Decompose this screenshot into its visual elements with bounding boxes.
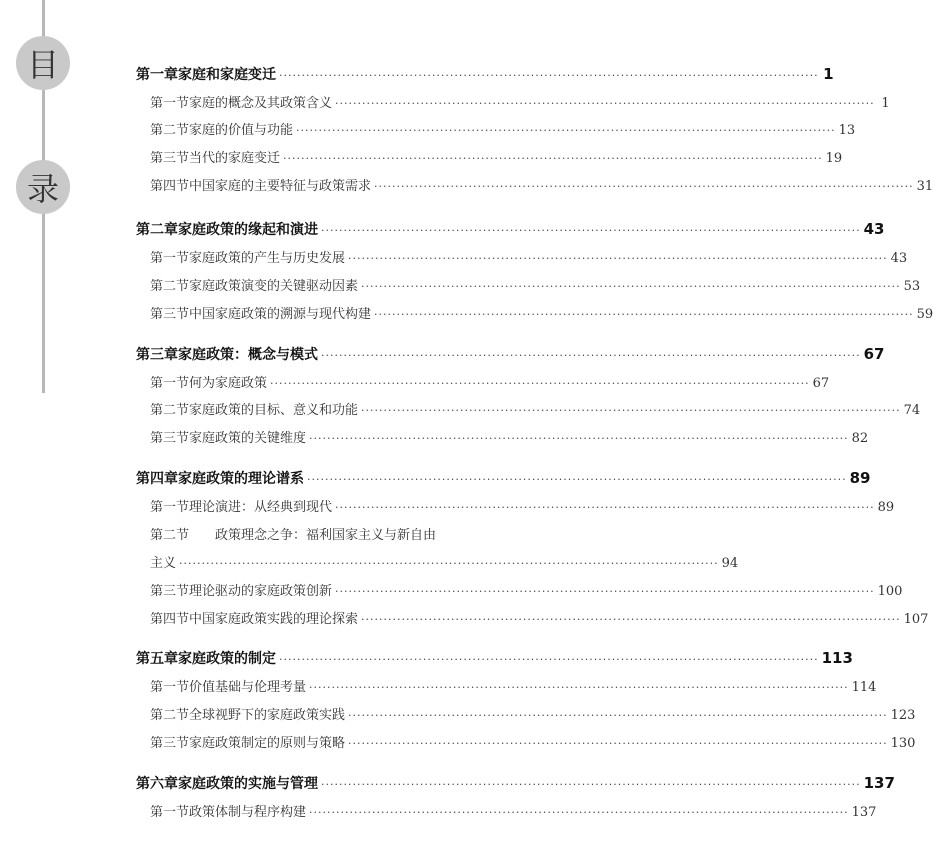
- toc-entry-number: 第二节: [150, 708, 190, 723]
- dot-leader: ························································································································: [348, 737, 888, 750]
- toc-entry-page-number: 130: [890, 736, 916, 751]
- dot-leader: ························································································································: [321, 778, 861, 791]
- dot-leader: ························································································································: [361, 280, 901, 293]
- toc-entry-number: 第四章: [136, 471, 178, 487]
- toc-section-entry[interactable]: [136, 175, 933, 197]
- toc-section-entry[interactable]: [136, 372, 830, 394]
- toc-entry-number: 第三节: [150, 584, 190, 599]
- toc-entry-title: 主义: [150, 556, 177, 571]
- toc-entry-page-number: 67: [812, 376, 830, 391]
- toc-entry-page-number: 82: [851, 431, 869, 446]
- toc-entry-number: 第一节: [150, 805, 190, 820]
- toc-section-entry[interactable]: [136, 524, 546, 546]
- toc-entry-number: 第二节: [150, 279, 190, 294]
- toc-entry-page-number: 137: [851, 805, 877, 820]
- heading-char-lu: 录: [16, 160, 70, 214]
- toc-entry-number: 第一节: [150, 500, 190, 515]
- toc-entry-title: 家庭政策制定的原则与策略: [189, 736, 346, 751]
- dot-leader: ························································································································: [374, 308, 914, 321]
- dot-leader: ························································································································: [307, 473, 847, 486]
- dot-leader: ························································································································: [335, 585, 875, 598]
- toc-entry-title: 理论驱动的家庭政策创新: [189, 584, 333, 599]
- toc-chapter-entry[interactable]: [136, 773, 895, 795]
- toc-entry-title: 家庭和家庭变迁: [178, 67, 276, 83]
- toc-entry-title: 家庭政策的产生与历史发展: [189, 251, 346, 266]
- toc-section-entry[interactable]: [136, 732, 916, 754]
- toc-entry-page-number: 13: [838, 123, 856, 138]
- toc-entry-title: 政策理念之争：福利国家主义与新自由: [215, 528, 437, 543]
- dot-leader: ························································································································: [361, 404, 901, 417]
- toc-entry-page-number: 137: [863, 774, 895, 792]
- heading-char-mu: 目: [16, 36, 70, 90]
- toc-entry-title: 中国家庭政策的溯源与现代构建: [189, 307, 372, 322]
- toc-entry-number: 第四节: [150, 612, 190, 627]
- toc-entry-number: 第二章: [136, 222, 178, 238]
- toc-entry-page-number: 89: [849, 469, 871, 487]
- toc-entry-page-number: 31: [916, 179, 933, 194]
- toc-entry-page-number: 59: [916, 307, 933, 322]
- dot-leader: ························································································································: [279, 653, 819, 666]
- toc-entry-number: 第一章: [136, 67, 178, 83]
- toc-section-entry[interactable]: [136, 552, 739, 574]
- toc-section-entry[interactable]: [136, 704, 916, 726]
- toc-entry-number: 第一节: [150, 251, 190, 266]
- toc-entry-title: 家庭政策：概念与模式: [178, 347, 318, 363]
- toc-section-entry[interactable]: [136, 580, 903, 602]
- toc-chapter-entry[interactable]: [136, 648, 853, 670]
- dot-leader: ························································································································: [279, 69, 819, 82]
- toc-chapter-entry[interactable]: [136, 64, 834, 86]
- dot-leader: ························································································································: [361, 613, 901, 626]
- toc-entry-title: 家庭政策的制定: [178, 651, 276, 667]
- toc-section-entry[interactable]: [136, 275, 921, 297]
- toc-section-entry[interactable]: [136, 119, 856, 141]
- dot-leader: ························································································································: [309, 681, 849, 694]
- toc-entry-title: 理论演进：从经典到现代: [189, 500, 333, 515]
- toc-entry-title: 何为家庭政策: [189, 376, 268, 391]
- toc-entry-title: 全球视野下的家庭政策实践: [189, 708, 346, 723]
- dot-leader: ························································································································: [179, 557, 719, 570]
- toc-entry-number: 第一节: [150, 96, 190, 111]
- dot-leader: ························································································································: [335, 501, 875, 514]
- toc-section-entry[interactable]: [136, 399, 921, 421]
- toc-chapter-entry[interactable]: [136, 468, 871, 490]
- toc-entry-title: 家庭政策的实施与管理: [178, 776, 318, 792]
- toc-entry-page-number: 89: [877, 500, 895, 515]
- toc-section-entry[interactable]: [136, 801, 877, 823]
- toc-entry-title: 价值基础与伦理考量: [189, 680, 307, 695]
- toc-entry-page-number: 114: [851, 680, 877, 695]
- dot-leader: ························································································································: [283, 152, 823, 165]
- dot-leader: ························································································································: [309, 806, 849, 819]
- toc-section-entry[interactable]: [136, 496, 895, 518]
- dot-leader: ························································································································: [348, 252, 888, 265]
- toc-entry-number: 第三节: [150, 151, 190, 166]
- toc-entry-page-number: 43: [890, 251, 908, 266]
- toc-entry-title: 中国家庭的主要特征与政策需求: [189, 179, 372, 194]
- dot-leader: ························································································································: [321, 224, 861, 237]
- toc-section-entry[interactable]: [136, 676, 877, 698]
- toc-entry-number: 第二节: [150, 403, 190, 418]
- dot-leader: ························································································································: [270, 377, 810, 390]
- toc-entry-page-number: 74: [903, 403, 921, 418]
- dot-leader: ························································································································: [309, 432, 849, 445]
- dot-leader: ························································································································: [374, 180, 914, 193]
- toc-entry-page-number: 107: [903, 612, 929, 627]
- toc-entry-page-number: 123: [890, 708, 916, 723]
- toc-entry-page-number: 1: [881, 96, 890, 111]
- toc-entry-page-number: 67: [863, 345, 885, 363]
- toc-entry-title: 家庭政策的缘起和演进: [178, 222, 318, 238]
- toc-chapter-entry[interactable]: [136, 344, 885, 366]
- dot-leader: ························································································································: [321, 349, 861, 362]
- toc-section-entry[interactable]: [136, 427, 869, 449]
- toc-entry-title: 家庭的价值与功能: [189, 123, 294, 138]
- toc-entry-title: 政策体制与程序构建: [189, 805, 307, 820]
- dot-leader: ························································································································: [296, 124, 836, 137]
- toc-entry-number: 第三节: [150, 431, 190, 446]
- toc-entry-number: 第二节: [150, 123, 190, 138]
- toc-entry-number: 第三章: [136, 347, 178, 363]
- toc-entry-page-number: 53: [903, 279, 921, 294]
- toc-chapter-entry[interactable]: [136, 219, 885, 241]
- toc-entry-title: 家庭政策的目标、意义和功能: [189, 403, 359, 418]
- toc-entry-page-number: 113: [821, 649, 853, 667]
- toc-entry-number: 第一节: [150, 680, 190, 695]
- toc-entry-page-number: 94: [721, 556, 739, 571]
- toc-entry-title: 家庭政策的理论谱系: [178, 471, 304, 487]
- dot-leader: ························································································································: [348, 709, 888, 722]
- toc-entry-title: 中国家庭政策实践的理论探索: [189, 612, 359, 627]
- toc-entry-title: 家庭政策的关键维度: [189, 431, 307, 446]
- toc-entry-number: 第一节: [150, 376, 190, 391]
- toc-entry-number: 第四节: [150, 179, 190, 194]
- toc-section-entry[interactable]: [136, 608, 929, 630]
- toc-section-entry[interactable]: [136, 92, 890, 114]
- toc-entry-number: 第三节: [150, 736, 190, 751]
- dot-leader: ························································································································: [335, 97, 875, 110]
- toc-section-entry[interactable]: [136, 303, 933, 325]
- toc-entry-number: 第五章: [136, 651, 178, 667]
- toc-entry-number: 第三节: [150, 307, 190, 322]
- toc-entry-page-number: 43: [863, 220, 885, 238]
- toc-entry-title: 家庭政策演变的关键驱动因素: [189, 279, 359, 294]
- toc-entry-page-number: 100: [877, 584, 903, 599]
- toc-entry-number: 第六章: [136, 776, 178, 792]
- toc-entry-title: 家庭的概念及其政策含义: [189, 96, 333, 111]
- toc-section-entry[interactable]: [136, 147, 843, 169]
- toc-entry-page-number: 19: [825, 151, 843, 166]
- toc-entry-page-number: 1: [823, 65, 834, 83]
- toc-entry-title: 当代的家庭变迁: [189, 151, 281, 166]
- toc-section-entry[interactable]: [136, 247, 908, 269]
- toc-entry-number: 第二节: [150, 528, 190, 543]
